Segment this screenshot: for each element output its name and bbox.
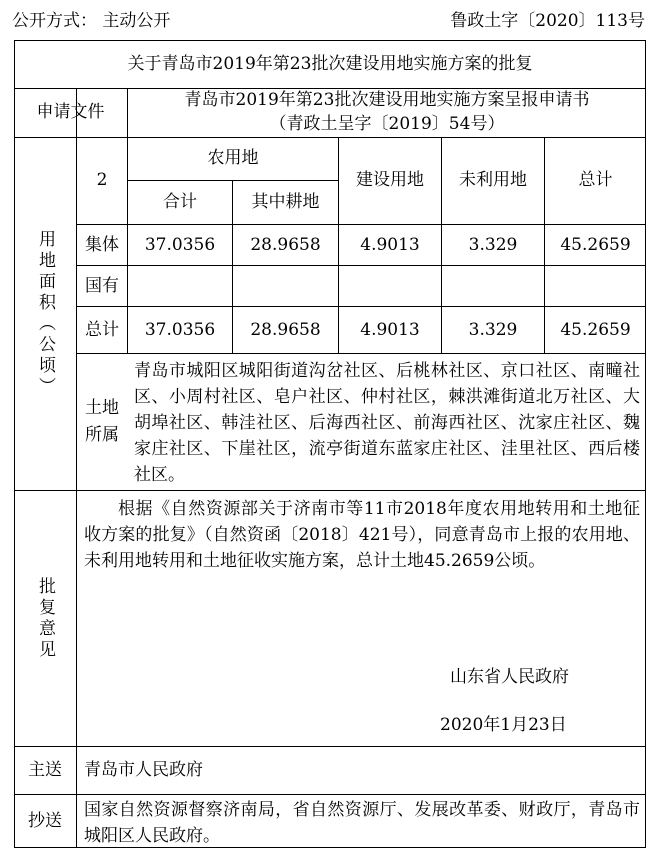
disclosure-method: 公开方式： 主动公开 (12, 11, 171, 31)
approval-date: 2020年1月23日 (440, 715, 567, 735)
approval-text: 根据《自然资源部关于济南市等11市2018年度农用地转用和土地征收方案的批复》（自然资函〔2018〕421号），同意青岛市上报的农用地、未利用地转用和土地征收实施方案，总计土地45.2659公顷。 (84, 499, 640, 571)
agri-total-header: 合计 (163, 192, 197, 213)
cc-recipients: 国家自然资源督察济南局，省自然资源厅、发展改革委、财政厅，青岛市城阳区人民政府。 (84, 800, 640, 846)
total-header: 总计 (578, 170, 613, 191)
row-label: 国有 (85, 275, 119, 296)
table-cell: 4.9013 (360, 234, 420, 255)
cc-label: 抄送 (28, 811, 62, 832)
agri-land-header: 农用地 (207, 148, 259, 169)
rule (76, 353, 646, 354)
table-cell: 45.2659 (560, 319, 631, 340)
application-title: 青岛市2019年第23批次建设用地实施方案呈报申请书 (184, 90, 590, 111)
farmland-header: 其中耕地 (251, 192, 320, 213)
application-label: 申请文件 (36, 102, 105, 123)
table-cell (233, 266, 338, 306)
row-label: 集体 (85, 234, 119, 255)
table-cell: 45.2659 (560, 234, 631, 255)
table-cell (442, 266, 544, 306)
table-cell (545, 266, 646, 306)
table-cell: 37.0356 (144, 319, 216, 340)
table-cell: 3.329 (468, 234, 518, 255)
document-number: 鲁政土字〔2020〕113号 (450, 11, 645, 31)
rule (14, 746, 646, 747)
main-recipient-label: 主送 (28, 760, 62, 781)
issuer: 山东省人民政府 (450, 667, 569, 687)
rule (14, 794, 646, 795)
document-title: 关于青岛市2019年第23批次建设用地实施方案的批复 (127, 53, 533, 74)
row-label: 总计 (85, 319, 119, 340)
table-cell: 28.9658 (250, 319, 321, 340)
application-ref: （青政土呈字〔2019〕54号） (269, 114, 505, 135)
table-cell (339, 266, 441, 306)
table-cell: 37.0356 (144, 234, 216, 255)
table-cell: 3.329 (468, 319, 518, 340)
rule (14, 490, 646, 491)
construction-header: 建设用地 (356, 170, 424, 191)
table-cell: 28.9658 (250, 234, 321, 255)
corner-cell: 2 (96, 170, 108, 191)
ownership-label: 土地所属 (85, 397, 119, 445)
table-cell: 4.9013 (360, 319, 420, 340)
table-cell (128, 266, 232, 306)
unused-header: 未利用地 (459, 170, 527, 191)
approval-label: 批复意见 (35, 576, 56, 661)
ownership-text: 青岛市城阳区城阳街道沟岔社区、后桃林社区、京口社区、南疃社区、小周村社区、皂户社区、仲村社区，棘洪滩街道北万社区、大胡埠社区、韩洼社区、后海西社区、前海西社区、沈家庄社区、魏家庄社区、下崖社区，流亭街道东蓝家庄社区、洼里社区、西后楼社区。 (134, 361, 640, 485)
land-area-label: 用地面积（公顷） (35, 229, 56, 398)
rule (76, 746, 77, 848)
main-recipient: 青岛市人民政府 (84, 760, 203, 780)
